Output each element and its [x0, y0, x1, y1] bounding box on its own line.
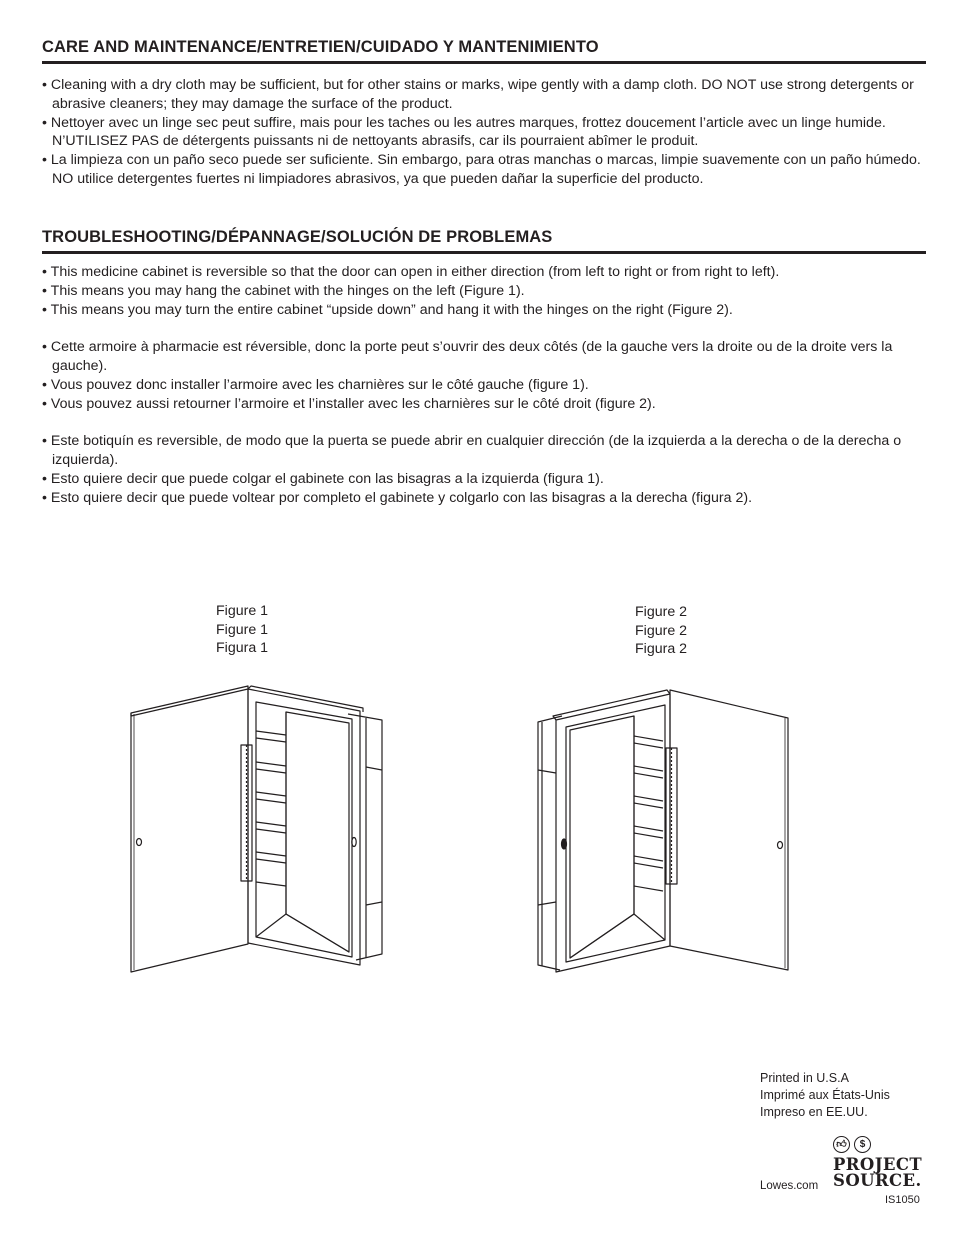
troubleshooting-fr-2: • Vous pouvez donc installer l’armoire avec les charnières sur le côté gauche (figure 1).: [42, 376, 589, 393]
care-list: [42, 76, 928, 189]
project-source-logo: [833, 1136, 922, 1189]
troubleshooting-en-2: • This means you may hang the cabinet with the hinges on the left (Figure 1).: [42, 282, 525, 299]
brand-line-1: PROJECT: [833, 1155, 923, 1174]
care-item-es: • La limpieza con un paño seco puede ser suficiente. Sin embargo, para otras manchas o marcas, limpie suavemente con un paño húmedo. NO utilice detergentes fuertes ni limpiadores abrasivos, ya que pueden dañar la superficie del producto.: [42, 152, 921, 187]
figure-2-label-es: Figura 2: [635, 641, 688, 657]
figure-2-label-en: Figure 2: [635, 604, 688, 620]
figure-1-cabinet-illustration: [120, 680, 400, 980]
troubleshooting-en-3: • This means you may turn the entire cabinet “upside down” and hang it with the hinges on the right (Figure 2).: [42, 301, 733, 318]
dollar-icon: $: [854, 1136, 871, 1153]
figure-2-label-fr: Figure 2: [635, 622, 688, 639]
figure-2-caption: [635, 603, 687, 659]
website-link[interactable]: Lowes.com: [760, 1180, 819, 1192]
troubleshooting-fr-1: • Cette armoire à pharmacie est réversible, donc la porte peut s’ouvrir des deux côtés (de la gauche vers la droite ou de la droite vers la gauche).: [42, 339, 893, 374]
document-code: IS1050: [885, 1194, 920, 1206]
troubleshooting-en-1: • This medicine cabinet is reversible so that the door can open in either direction (from left to right or from right to left).: [42, 264, 780, 280]
figure-1-label-fr: Figure 1: [216, 621, 269, 638]
troubleshooting-fr-3: • Vous pouvez aussi retourner l’armoire et l’installer avec les charnières sur le côté droit (figure 2).: [42, 395, 656, 412]
figure-1-label-en: Figure 1: [216, 603, 269, 619]
care-item-fr: • Nettoyer avec un linge sec peut suffire, mais pour les taches ou les autres marques, frottez doucement l’article avec un linge humide. N’UTILISEZ PAS de détergents puissants ni de nettoyants abrasifs, car ils pourraient abîmer le produit.: [42, 114, 886, 150]
figure-1-caption: [216, 602, 268, 658]
printed-in-fr: Imprimé aux États-Unis: [760, 1087, 890, 1102]
care-section-title: CARE AND MAINTENANCE/ENTRETIEN/CUIDADO Y MANTENIMIENTO: [42, 38, 926, 64]
thumbs-up-icon: 👍︎: [833, 1136, 850, 1153]
care-item-en: • Cleaning with a dry cloth may be sufficient, but for other stains or marks, wipe gently with a damp cloth. DO NOT use strong detergents or abrasive cleaners; they may damage the surface of the product.: [42, 77, 914, 112]
troubleshooting-list: [42, 263, 928, 507]
brand-line-2: SOURCE.: [833, 1171, 922, 1190]
troubleshooting-es-3: • Esto quiere decir que puede voltear por completo el gabinete y colgarlo con las bisagras a la derecha (figura 2).: [42, 489, 753, 506]
printed-in-note: [760, 1070, 890, 1120]
figure-2-cabinet-illustration: [530, 680, 800, 980]
troubleshooting-es-2: • Esto quiere decir que puede colgar el gabinete con las bisagras a la izquierda (figura 1).: [42, 470, 604, 487]
troubleshooting-section-title: TROUBLESHOOTING/DÉPANNAGE/SOLUCIÓN DE PROBLEMAS: [42, 228, 926, 254]
printed-in-es: Impreso en EE.UU.: [760, 1104, 868, 1119]
figure-1-label-es: Figura 1: [216, 640, 269, 656]
troubleshooting-es-1: • Este botiquín es reversible, de modo que la puerta se puede abrir en cualquier dirección (de la izquierda a la derecha o de la derecha o izquierda).: [42, 433, 902, 468]
printed-in-en: Printed in U.S.A: [760, 1071, 849, 1085]
